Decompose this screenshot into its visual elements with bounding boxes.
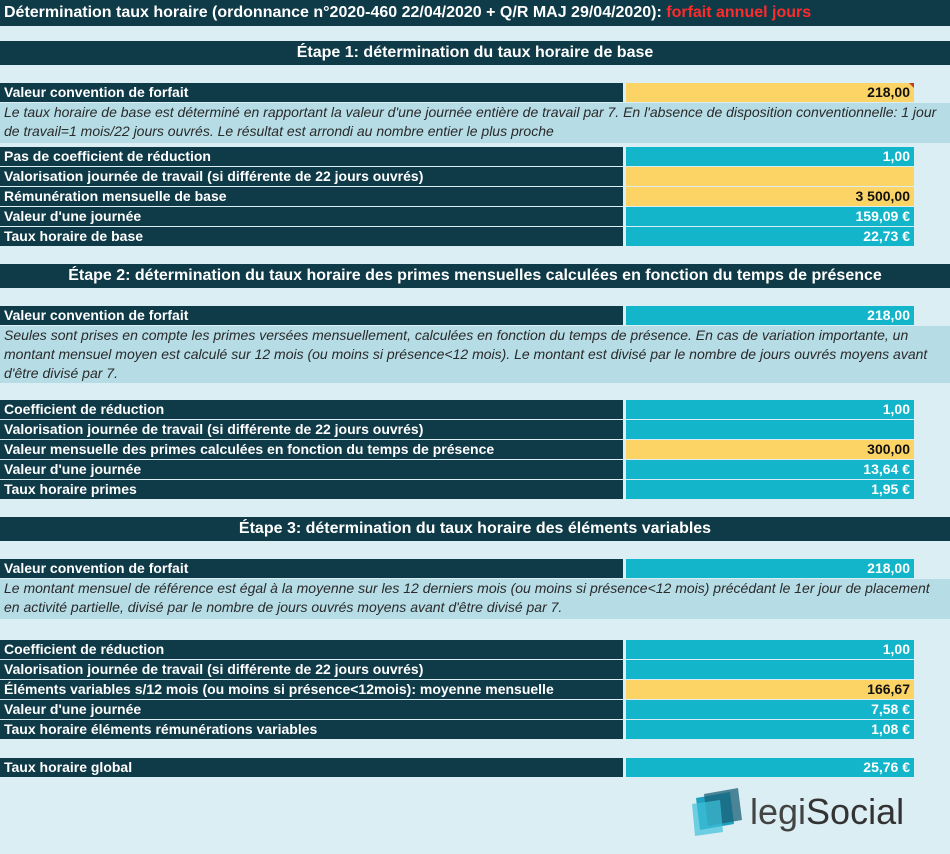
step2-note: Seules sont prises en compte les primes versées mensuellement, calculées en fonction du temps de présence. En cas de variation importante, un montant mensuel moyen est calculé sur 12 mois (ou moins si présence<12 mois). Le montant est divisé par le nombre de jours ouvrés moyens avant d'être divisé par 7.: [0, 326, 950, 383]
step3-row-1-value: 1,00: [626, 640, 914, 659]
step2-row-1-label: Coefficient de réduction: [0, 400, 623, 419]
step3-row-1: [0, 640, 950, 659]
legisocial-logo-icon: [690, 788, 746, 838]
step2-forfait-row: [0, 306, 950, 325]
step1-row-2: [0, 167, 950, 186]
step2-forfait-label: Valeur convention de forfait: [0, 306, 623, 325]
step2-row-3-value[interactable]: 300,00: [626, 440, 914, 459]
step2-row-2-value: [626, 420, 914, 439]
step1-row-2-value[interactable]: [626, 167, 914, 186]
step2-row-3-label: Valeur mensuelle des primes calculées en fonction du temps de présence: [0, 440, 623, 459]
step3-header: Étape 3: détermination du taux horaire des éléments variables: [0, 517, 950, 541]
step2-row-2-label: Valorisation journée de travail (si différente de 22 jours ouvrés): [0, 420, 623, 439]
step3-forfait-label: Valeur convention de forfait: [0, 559, 623, 578]
step1-row-5-value: 22,73 €: [626, 227, 914, 246]
step2-forfait-value: 218,00: [626, 306, 914, 325]
step2-row-4: [0, 460, 950, 479]
step3-note: Le montant mensuel de référence est égal à la moyenne sur les 12 derniers mois (ou moins si présence<12 mois) précédant le 1er jour de placement en activité partielle, divisé par le nombre de jours ouvrés moyens avant d'être divisé par 7.: [0, 579, 950, 619]
step3-row-2-value: [626, 660, 914, 679]
step1-row-1: [0, 147, 950, 166]
logo-part-2: Social: [806, 791, 905, 832]
title-highlight: forfait annuel jours: [666, 4, 812, 21]
step1-forfait-row: [0, 83, 950, 102]
step2-row-1: [0, 400, 950, 419]
step3-row-5: [0, 720, 950, 739]
step3-forfait-row: [0, 559, 950, 578]
legisocial-logo: [690, 788, 935, 838]
step3-forfait-value: 218,00: [626, 559, 914, 578]
step1-header: Étape 1: détermination du taux horaire de base: [0, 41, 950, 65]
step3-row-4-label: Valeur d'une journée: [0, 700, 623, 719]
step3-row-3-value[interactable]: 166,67: [626, 680, 914, 699]
step1-row-3-label: Rémunération mensuelle de base: [0, 187, 623, 206]
step1-row-5: [0, 227, 950, 246]
step2-row-4-label: Valeur d'une journée: [0, 460, 623, 479]
total-label: Taux horaire global: [0, 758, 623, 777]
step3-row-3: [0, 680, 950, 699]
step2-row-5-label: Taux horaire primes: [0, 480, 623, 499]
step3-row-4-value: 7,58 €: [626, 700, 914, 719]
step3-row-3-label: Éléments variables s/12 mois (ou moins si présence<12mois): moyenne mensuelle: [0, 680, 623, 699]
step2-row-2: [0, 420, 950, 439]
logo-part-1: legi: [750, 791, 807, 832]
step1-forfait-value[interactable]: 218,00: [626, 83, 914, 102]
step1-row-4-label: Valeur d'une journée: [0, 207, 623, 226]
step1-row-4: [0, 207, 950, 226]
step1-row-2-label: Valorisation journée de travail (si différente de 22 jours ouvrés): [0, 167, 623, 186]
step1-row-1-label: Pas de coefficient de réduction: [0, 147, 623, 166]
step2-row-5-value: 1,95 €: [626, 480, 914, 499]
step1-row-1-value: 1,00: [626, 147, 914, 166]
step3-row-1-label: Coefficient de réduction: [0, 640, 623, 659]
step2-row-4-value: 13,64 €: [626, 460, 914, 479]
step3-row-4: [0, 700, 950, 719]
title-main: Détermination taux horaire (ordonnance n°2020-460 22/04/2020 + Q/R MAJ 29/04/2020):: [4, 4, 667, 21]
comment-indicator: [909, 83, 914, 88]
step2-header: Étape 2: détermination du taux horaire des primes mensuelles calculées en fonction du temps de présence: [0, 264, 950, 288]
step2-row-1-value: 1,00: [626, 400, 914, 419]
step1-row-5-label: Taux horaire de base: [0, 227, 623, 246]
step1-row-3-value[interactable]: 3 500,00: [626, 187, 914, 206]
step3-row-5-value: 1,08 €: [626, 720, 914, 739]
step1-row-4-value: 159,09 €: [626, 207, 914, 226]
step3-row-5-label: Taux horaire éléments rémunérations variables: [0, 720, 623, 739]
total-row: [0, 758, 950, 777]
page-title: [0, 0, 950, 26]
step3-row-2: [0, 660, 950, 679]
step1-row-3: [0, 187, 950, 206]
total-value: 25,76 €: [626, 758, 914, 777]
step1-forfait-label: Valeur convention de forfait: [0, 83, 623, 102]
legisocial-logo-text: [750, 792, 904, 832]
step2-row-3: [0, 440, 950, 459]
step1-note: Le taux horaire de base est déterminé en rapportant la valeur d'une journée entière de travail par 7. En l'absence de disposition conventionnelle: 1 jour de travail=1 mois/22 jours ouvrés. Le résultat est arrondi au nombre entier le plus proche: [0, 103, 950, 143]
step2-row-5: [0, 480, 950, 499]
step3-row-2-label: Valorisation journée de travail (si différente de 22 jours ouvrés): [0, 660, 623, 679]
